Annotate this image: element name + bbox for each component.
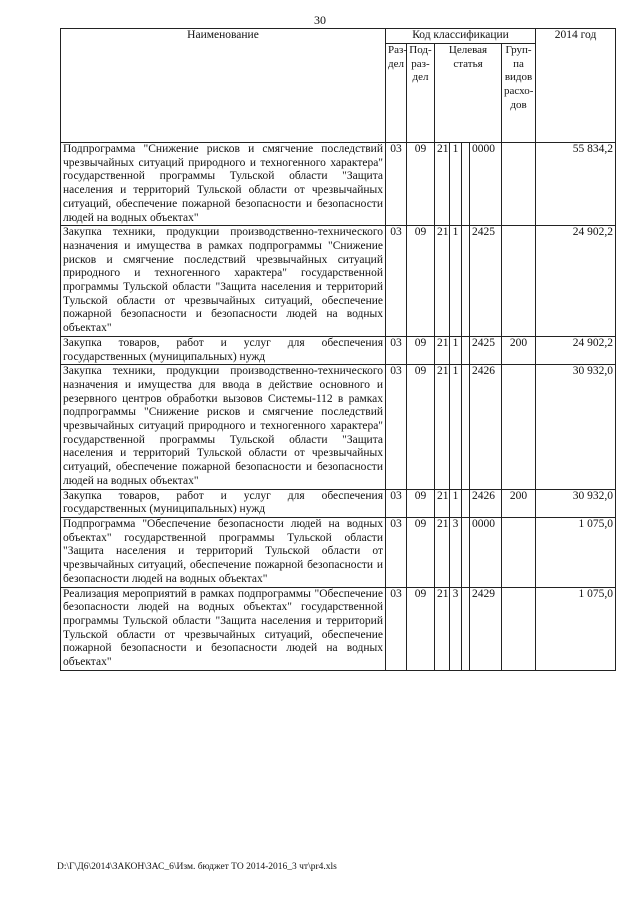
row-podrazdel: 09 — [407, 489, 435, 517]
row-amount: 24 902,2 — [536, 336, 616, 364]
row-target-program: 21 — [435, 587, 450, 670]
row-target-direction: 2426 — [470, 489, 502, 517]
row-expense-type — [502, 587, 536, 670]
header-razdel: Раз-дел — [386, 44, 407, 143]
row-razdel: 03 — [386, 365, 407, 489]
row-target-subprogram: 1 — [450, 143, 462, 226]
row-target-subprogram: 3 — [450, 587, 462, 670]
table-row — [61, 226, 616, 337]
row-amount: 30 932,0 — [536, 365, 616, 489]
row-target-direction: 0000 — [470, 143, 502, 226]
header-classification: Код классификации — [386, 29, 536, 44]
row-name: Закупка техники, продукции производственно-технического назначения и имущества в рамках подпрограммы "Снижение рисков и смягчение последствий чрезвычайных ситуаций природного и техногенного характера" государственной программы Тульской области "Защита населения и территорий Тульской области от чрезвычайных ситуаций, обеспечение пожарной безопасности и безопасности людей на водных объектах" — [61, 226, 386, 337]
file-path-footer: D:\Г\Д6\2014\ЗАКОН\ЗАС_6\Изм. бюджет ТО 2014-2016_3 чт\pr4.xls — [57, 862, 337, 872]
row-amount: 1 075,0 — [536, 517, 616, 587]
row-target-subprogram: 3 — [450, 517, 462, 587]
row-target-direction: 0000 — [470, 517, 502, 587]
row-amount: 55 834,2 — [536, 143, 616, 226]
row-razdel: 03 — [386, 587, 407, 670]
header-podrazdel: Под-раз-дел — [407, 44, 435, 143]
row-target-main-event — [462, 336, 470, 364]
row-podrazdel: 09 — [407, 365, 435, 489]
row-razdel: 03 — [386, 226, 407, 337]
row-podrazdel: 09 — [407, 587, 435, 670]
row-podrazdel: 09 — [407, 336, 435, 364]
row-amount: 30 932,0 — [536, 489, 616, 517]
row-target-subprogram: 1 — [450, 365, 462, 489]
row-target-program: 21 — [435, 489, 450, 517]
row-podrazdel: 09 — [407, 517, 435, 587]
row-name: Реализация мероприятий в рамках подпрограммы "Обеспечение безопасности людей на водных объектах" государственной программы Тульской области "Защита населения и территорий Тульской области от чрезвычайных ситуаций, обеспечение пожарной безопасности и безопасности людей на водных объектах" — [61, 587, 386, 670]
row-razdel: 03 — [386, 336, 407, 364]
header-year: 2014 год — [536, 29, 616, 143]
header-target: Целевая статья — [435, 44, 502, 143]
row-amount: 1 075,0 — [536, 587, 616, 670]
row-podrazdel: 09 — [407, 226, 435, 337]
row-name: Закупка техники, продукции производственно-технического назначения и имущества для ввода в действие основного и резервного центров обработки вызовов Системы-112 в рамках подпрограммы "Снижение рисков и смягчение последствий чрезвычайных ситуаций природного и техногенного характера" государственной программы Тульской области "Защита населения и территорий Тульской области от чрезвычайных ситуаций, обеспечение пожарной безопасности и безопасности людей на водных объектах" — [61, 365, 386, 489]
header-name: Наименование — [61, 29, 386, 143]
page-number: 30 — [314, 13, 326, 27]
row-target-direction: 2426 — [470, 365, 502, 489]
row-name: Закупка товаров, работ и услуг для обеспечения государственных (муниципальных) нужд — [61, 489, 386, 517]
row-name: Подпрограмма "Обеспечение безопасности людей на водных объектах" государственной программы Тульской области "Защита населения и территорий Тульской области от чрезвычайных ситуаций, обеспечение пожарной безопасности и безопасности людей на водных объектах" — [61, 517, 386, 587]
row-razdel: 03 — [386, 517, 407, 587]
budget-table — [60, 28, 616, 671]
table-row — [61, 143, 616, 226]
row-name: Закупка товаров, работ и услуг для обеспечения государственных (муниципальных) нужд — [61, 336, 386, 364]
row-amount: 24 902,2 — [536, 226, 616, 337]
table-header — [61, 29, 616, 143]
table-row — [61, 336, 616, 364]
row-razdel: 03 — [386, 143, 407, 226]
row-target-program: 21 — [435, 365, 450, 489]
row-name: Подпрограмма "Снижение рисков и смягчение последствий чрезвычайных ситуаций природного и техногенного характера" государственной программы Тульской области "Защита населения и территорий Тульской области от чрезвычайных ситуаций, обеспечение пожарной безопасности и безопасности людей на водных объектах" — [61, 143, 386, 226]
row-target-program: 21 — [435, 226, 450, 337]
row-target-main-event — [462, 143, 470, 226]
row-expense-type: 200 — [502, 336, 536, 364]
table-row — [61, 517, 616, 587]
row-expense-type — [502, 143, 536, 226]
row-razdel: 03 — [386, 489, 407, 517]
row-target-subprogram: 1 — [450, 489, 462, 517]
row-target-main-event — [462, 517, 470, 587]
row-target-subprogram: 1 — [450, 226, 462, 337]
table-row — [61, 587, 616, 670]
table-row — [61, 365, 616, 489]
row-target-main-event — [462, 365, 470, 489]
row-target-main-event — [462, 489, 470, 517]
header-group: Груп-па видов расхо-дов — [502, 44, 536, 143]
row-expense-type: 200 — [502, 489, 536, 517]
row-expense-type — [502, 365, 536, 489]
row-podrazdel: 09 — [407, 143, 435, 226]
row-target-main-event — [462, 226, 470, 337]
row-expense-type — [502, 517, 536, 587]
row-target-direction: 2429 — [470, 587, 502, 670]
row-target-main-event — [462, 587, 470, 670]
row-expense-type — [502, 226, 536, 337]
row-target-program: 21 — [435, 517, 450, 587]
row-target-direction: 2425 — [470, 226, 502, 337]
row-target-program: 21 — [435, 336, 450, 364]
row-target-program: 21 — [435, 143, 450, 226]
table-row — [61, 489, 616, 517]
row-target-direction: 2425 — [470, 336, 502, 364]
table-body — [61, 143, 616, 671]
row-target-subprogram: 1 — [450, 336, 462, 364]
